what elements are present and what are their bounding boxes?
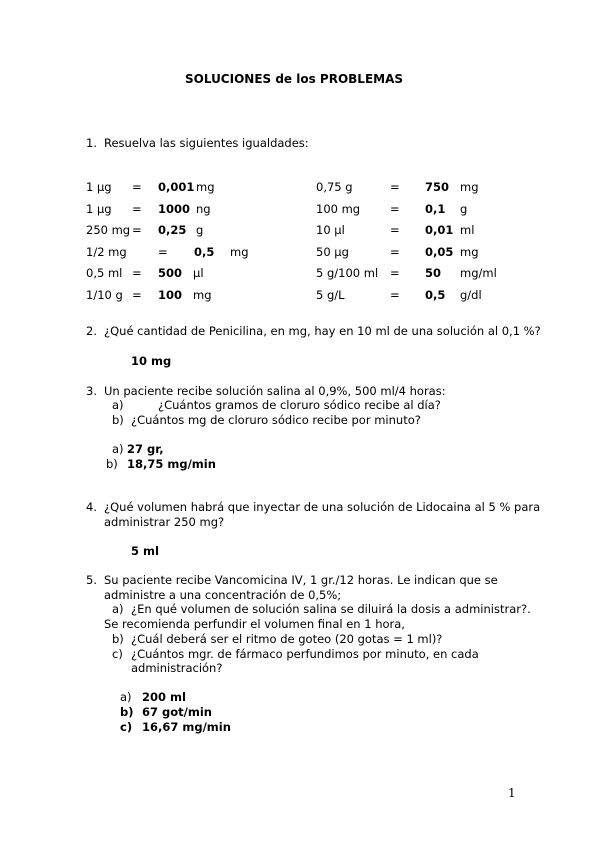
conversion-result: 1000 bbox=[158, 202, 191, 216]
q3-sub-text: ¿Cuántos mg de cloruro sódico recibe por minuto? bbox=[131, 413, 421, 427]
q5-sub-label: a) bbox=[112, 602, 124, 616]
conversion-source: 0,75 g bbox=[316, 180, 353, 194]
q5-sub-text-line2: administración? bbox=[131, 661, 223, 675]
q5-answer-label: a) bbox=[120, 690, 132, 704]
conversion-source: 250 mg bbox=[86, 223, 131, 237]
q3-sub-label: b) bbox=[112, 413, 124, 427]
equals-sign: = bbox=[390, 223, 400, 237]
q5-answer-label: c) bbox=[120, 720, 133, 734]
conversion-source: 50 µg bbox=[316, 245, 349, 259]
equals-sign: = bbox=[158, 245, 168, 259]
q5-answer: 200 ml bbox=[142, 690, 186, 704]
conversion-unit: mg/ml bbox=[460, 266, 497, 280]
conversion-unit: g bbox=[196, 223, 204, 237]
q3-number: 3. bbox=[86, 384, 97, 398]
conversion-unit: mg bbox=[193, 288, 212, 302]
conversion-source: 1 µg bbox=[86, 202, 112, 216]
q5-sub-label: b) bbox=[112, 632, 124, 646]
conversion-source: 1/2 mg bbox=[86, 245, 127, 259]
conversion-unit: g/dl bbox=[460, 288, 482, 302]
conversion-source: 5 g/L bbox=[316, 288, 345, 302]
equals-sign: = bbox=[390, 288, 400, 302]
conversion-unit: mg bbox=[460, 245, 479, 259]
conversion-result: 50 bbox=[425, 266, 442, 280]
equals-sign: = bbox=[132, 180, 142, 194]
equals-sign: = bbox=[132, 202, 142, 216]
equals-sign: = bbox=[390, 180, 400, 194]
q3-answer: 27 gr, bbox=[127, 442, 164, 456]
conversion-source: 1 µg bbox=[86, 180, 112, 194]
q5-text-line1: Su paciente recibe Vancomicina IV, 1 gr./12 horas. Le indican que se bbox=[104, 573, 498, 587]
q5-sub-text: ¿Cuál deberá ser el ritmo de goteo (20 gotas = 1 ml)? bbox=[131, 632, 443, 646]
conversion-unit: ng bbox=[196, 202, 211, 216]
q5-sub-text-line1: ¿Cuántos mgr. de fármaco perfundimos por minuto, en cada bbox=[131, 647, 479, 661]
conversion-result: 0,001 bbox=[158, 180, 195, 194]
q5-note: Se recomienda perfundir el volumen final en 1 hora, bbox=[104, 617, 405, 631]
conversion-result: 0,5 bbox=[425, 288, 446, 302]
q5-number: 5. bbox=[86, 573, 97, 587]
conversion-unit: mg bbox=[460, 180, 479, 194]
conversion-result: 0,1 bbox=[425, 202, 446, 216]
page-title: SOLUCIONES de los PROBLEMAS bbox=[185, 72, 404, 86]
conversion-unit: g bbox=[460, 202, 468, 216]
conversion-result: 100 bbox=[158, 288, 183, 302]
equals-sign: = bbox=[132, 223, 142, 237]
conversion-result: 500 bbox=[158, 266, 183, 280]
equals-sign: = bbox=[390, 202, 400, 216]
equals-sign: = bbox=[390, 266, 400, 280]
q5-answer: 67 got/min bbox=[142, 705, 212, 719]
equals-sign: = bbox=[132, 288, 142, 302]
q4-answer: 5 ml bbox=[131, 544, 159, 558]
equals-sign: = bbox=[390, 245, 400, 259]
conversion-result: 0,5 bbox=[194, 245, 215, 259]
q4-number: 4. bbox=[86, 500, 97, 514]
q3-text: Un paciente recibe solución salina al 0,9%, 500 ml/4 horas: bbox=[104, 384, 446, 398]
q5-sub-label: c) bbox=[112, 647, 123, 661]
conversion-unit: µl bbox=[193, 266, 204, 280]
q4-text-line1: ¿Qué volumen habrá que inyectar de una solución de Lidocaina al 5 % para bbox=[104, 500, 541, 514]
conversion-source: 100 mg bbox=[316, 202, 361, 216]
q3-answer-label: a) bbox=[112, 442, 124, 456]
conversion-source: 1/10 g bbox=[86, 288, 123, 302]
conversion-source: 10 µl bbox=[316, 223, 345, 237]
conversion-source: 5 g/100 ml bbox=[316, 266, 379, 280]
q5-answer-label: b) bbox=[120, 705, 134, 719]
q2-text: ¿Qué cantidad de Penicilina, en mg, hay en 10 ml de una solución al 0,1 %? bbox=[104, 324, 541, 338]
q3-answer: 18,75 mg/min bbox=[127, 457, 216, 471]
q2-number: 2. bbox=[86, 324, 97, 338]
q3-sub-label: a) bbox=[112, 398, 124, 412]
q5-sub-text: ¿En qué volumen de solución salina se diluirá la dosis a administrar?. bbox=[131, 602, 531, 616]
q1-number: 1. bbox=[86, 136, 97, 150]
conversion-result: 0,05 bbox=[425, 245, 454, 259]
page-number: 1 bbox=[508, 786, 516, 800]
q4-text-line2: administrar 250 mg? bbox=[104, 515, 225, 529]
conversion-unit: mg bbox=[196, 180, 215, 194]
q5-text-line2: administre a una concentración de 0,5%; bbox=[104, 588, 342, 602]
conversion-result: 0,25 bbox=[158, 223, 187, 237]
conversion-unit: mg bbox=[230, 245, 249, 259]
q1-text: Resuelva las siguientes igualdades: bbox=[104, 136, 309, 150]
conversion-source: 0,5 ml bbox=[86, 266, 123, 280]
conversion-result: 0,01 bbox=[425, 223, 454, 237]
q3-sub-text: ¿Cuántos gramos de cloruro sódico recibe al día? bbox=[158, 398, 441, 412]
q3-answer-label: b) bbox=[106, 457, 118, 471]
equals-sign: = bbox=[132, 266, 142, 280]
conversion-result: 750 bbox=[425, 180, 450, 194]
q5-answer: 16,67 mg/min bbox=[142, 720, 231, 734]
conversion-unit: ml bbox=[460, 223, 475, 237]
q2-answer: 10 mg bbox=[131, 354, 172, 368]
